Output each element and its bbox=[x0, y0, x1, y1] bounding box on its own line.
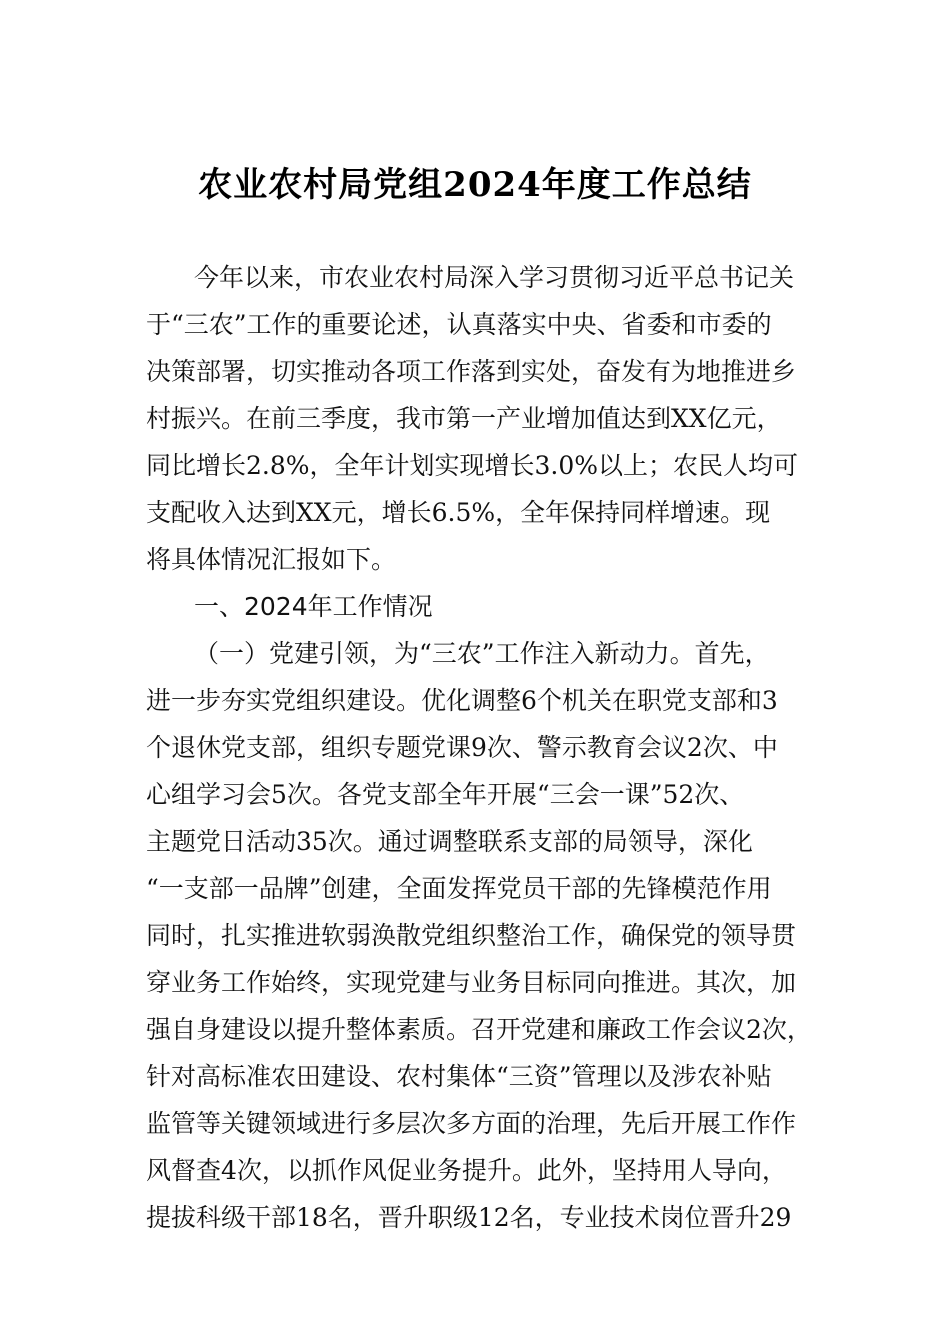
intro-line-5: 同比增长2.8%，全年计划实现增长3.0%以上；农民人均可 bbox=[146, 451, 799, 480]
subsection-line-7: 同时，扎实推进软弱涣散党组织整治工作，确保党的领导贯 bbox=[146, 921, 797, 950]
subsection-line-13: 提拔科级干部18名，晋升职级12名，专业技术岗位晋升29 bbox=[146, 1203, 792, 1232]
section-heading: 一、2024年工作情况 bbox=[194, 592, 433, 621]
subsection-line-5: 主题党日活动35次。通过调整联系支部的局领导，深化 bbox=[146, 827, 753, 856]
subsection-line-10: 针对高标准农田建设、农村集体“三资”管理以及涉农补贴 bbox=[146, 1062, 772, 1091]
document-title: 农业农村局党组2024年度工作总结 bbox=[198, 165, 752, 205]
subsection-line-12: 风督查4次，以抓作风促业务提升。此外，坚持用人导向， bbox=[146, 1156, 787, 1185]
intro-line-3: 决策部署，切实推动各项工作落到实处，奋发有为地推进乡 bbox=[146, 357, 797, 386]
intro-line-1: 今年以来，市农业农村局深入学习贯彻习近平总书记关 bbox=[194, 263, 795, 292]
subsection-line-1: （一）党建引领，为“三农”工作注入新动力。首先， bbox=[194, 639, 770, 668]
intro-line-4: 村振兴。在前三季度，我市第一产业增加值达到XX亿元， bbox=[146, 404, 782, 433]
subsection-line-4: 心组学习会5次。各党支部全年开展“三会一课”52次、 bbox=[146, 780, 745, 809]
subsection-line-2: 进一步夯实党组织建设。优化调整6个机关在职党支部和3 bbox=[146, 686, 778, 715]
subsection-line-8: 穿业务工作始终，实现党建与业务目标同向推进。其次，加 bbox=[146, 968, 797, 997]
intro-line-6: 支配收入达到XX元，增长6.5%，全年保持同样增速。现 bbox=[146, 498, 771, 527]
intro-line-2: 于“三农”工作的重要论述，认真落实中央、省委和市委的 bbox=[146, 310, 772, 339]
subsection-line-6: “一支部一品牌”创建，全面发挥党员干部的先锋模范作用 bbox=[146, 874, 772, 903]
subsection-line-3: 个退休党支部，组织专题党课9次、警示教育会议2次、中 bbox=[146, 733, 778, 762]
subsection-line-11: 监管等关键领域进行多层次多方面的治理，先后开展工作作 bbox=[146, 1109, 797, 1138]
subsection-line-9: 强自身建设以提升整体素质。召开党建和廉政工作会议2次， bbox=[146, 1015, 812, 1044]
intro-line-7: 将具体情况汇报如下。 bbox=[146, 545, 397, 574]
